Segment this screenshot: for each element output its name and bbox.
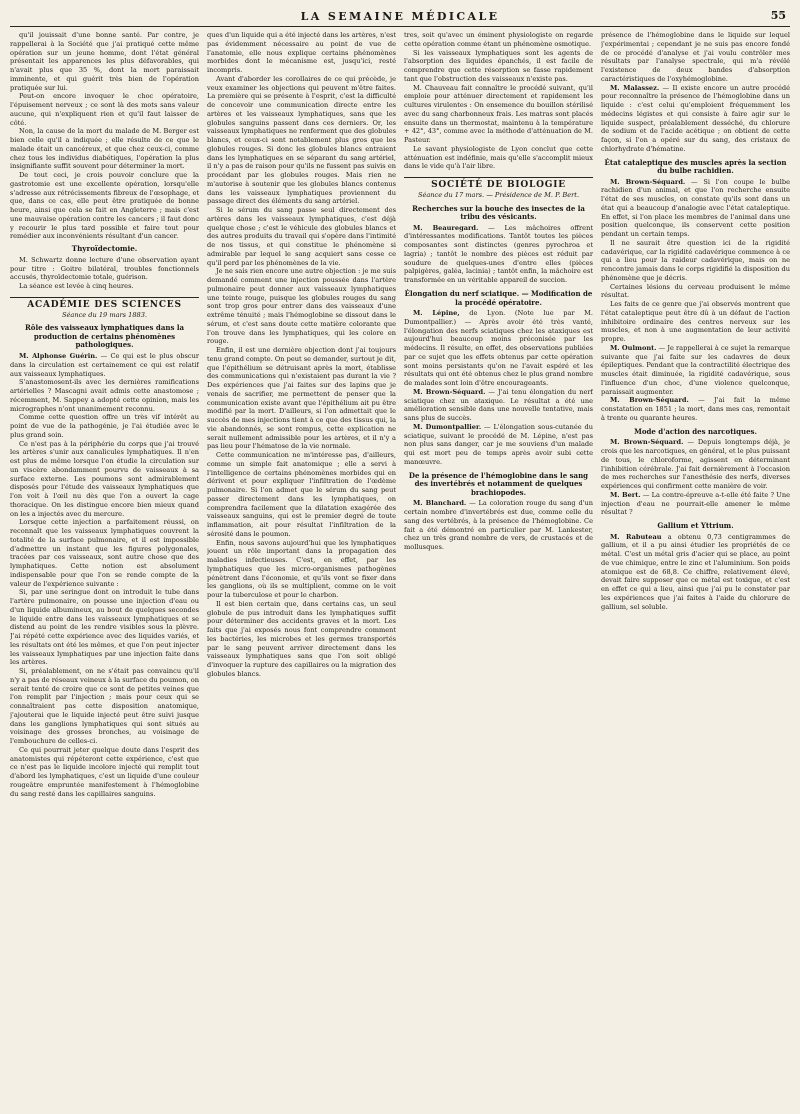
paragraph: Il ne saurait être question ici de la rigidité cadavérique, car la rigidité cadavérique commence à ce qui a lieu pour la raideur cadavérique, mais on ne rencontre jamais dans le corps rigidifié la disposition du phénomène que je décris. <box>601 238 790 282</box>
article-title: Gallium et Yttrium. <box>657 521 734 531</box>
paragraph <box>601 438 790 491</box>
paragraph: Si, préalablement, on ne s'était pas convaincu qu'il n'y a pas de réseaux veineux à la surface du poumon, on serait tenté de croire que ce sont de petites veines que l'on remplit par l'injection ; mais pour ceux qui se connaîtraient pas cette disposition anatomique, j'ajouterai que le liquide injecté peut être suivi jusque dans les ganglions lymphatiques qui sont situés au voisinage des grosses bronches, au voisinage de l'embouchure de celles-ci. <box>10 667 199 746</box>
subsection-heading: Thyroïdectomie. <box>71 244 138 253</box>
paragraph: Avant d'aborder les corollaires de ce qui précède, je veux examiner les objections qui peuvent m'être faites. La première qui se présente à l'esprit, c'est la difficulté de concevoir une communication directe entre les artères et les vaisseaux lymphatiques, sans que les globules sanguins passent dans ces derniers. Or, les vaisseaux lymphatiques ne renferment que des globules blancs, et ceux-ci sont notablement plus gros que les globules rouges. Si donc les globules blancs entraient dans les lymphatiques en se séparant du sang artériel, il n'y a pas de raison pour qu'ils ne fussent pas suivis en procédant par les globules rouges. Mais rien ne m'autorise à soutenir que les globules blancs contenus dans les vaisseaux lymphatiques proviennent du passage direct des éléments du sang artériel. <box>207 74 396 206</box>
paragraph-text: — Les mâchoires offrent d'intéressantes modifications. Tantôt toutes les pièces composantes sont distinctes (genres pyrochroa et lagria) ; tantôt le nombre des pièces est réduit par soudure de quelques-unes d'entre elles (pièces palpigères, galéa, lacinia) ; tantôt enfin, la mâchoire est transformée en un véritable appareil de succion. <box>404 223 593 285</box>
author-name: M. Malassez. <box>610 83 660 92</box>
article-title: Rôle des vaisseaux lymphatiques dans la production de certains phénomènes pathologiques. <box>24 323 185 350</box>
paragraph-text: — Je rappellerai à ce sujet la remarque suivante que j'ai faite sur les cadavres de deux épileptiques. Pendant que la contractilité électrique des muscles était diminuée, la rigidité cadavérique, sous l'influence d'un choc, d'une violence quelconque, paraissait augmenter. <box>601 343 790 396</box>
article-title: Élongation du nerf sciatique. — Modification de la procédé opératoire. <box>404 288 593 307</box>
paragraph: Si les vaisseaux lymphatiques sont les agents de l'absorption des liquides épanchés, il est facile de comprendre que cette résorption se fasse rapidement tant que l'obstruction des vaisseaux n'existe pas. <box>404 48 593 83</box>
paragraph: Il est bien certain que, dans certains cas, un seul globule de pus introduit dans les lymphatiques suffit pour déterminer des accidents graves et la mort. Les faits que j'ai exposés nous font comprendre comment les bactéries, les microbes et les germes transportés par le sang peuvent arriver directement dans les vaisseaux lymphatiques sans que l'on soit obligé d'invoquer la rupture des capillaires ou la migration des globules blancs. <box>207 599 396 678</box>
paragraph: Enfin, nous savons aujourd'hui que les lymphatiques jouent un rôle important dans la propagation des maladies infectieuses. C'est, en effet, par les lymphatiques que les micro-organismes pathogènes pénètrent dans l'économie, et qu'ils vont se fixer dans les ganglions, où ils se multiplient, comme on le voit pour la tuberculose et pour le charbon. <box>207 538 396 599</box>
paragraph-text: — La contre-épreuve a-t-elle été faite ? Une injection d'eau ne pourrait-elle amener le même résultat ? <box>601 490 790 517</box>
column-1 <box>10 31 199 1111</box>
column-3 <box>404 31 593 1111</box>
paragraph: Comme cette question offre un très vif intérêt au point de vue de la pathogénie, je l'ai étudiée avec le plus grand soin. <box>10 413 199 439</box>
text-columns <box>10 31 790 1111</box>
article-title: De la présence de l'hémoglobine dans le sang des invertébrés et notamment de quelques brachiopodes. <box>408 470 589 497</box>
paragraph: Si, par une seringue dont on introduit le tube dans l'artère pulmonaire, on pousse une injection d'eau ou d'un liquide albumineux, au bout de quelques secondes le liquide entre dans les vaisseaux lymphatiques et se distend au point de les rendre visibles sous la plèvre. J'ai répété cette expérience avec des liquides variés, et les résultats ont été les mêmes, et que l'on peut injecter les vaisseaux lymphatiques par une injection faite dans les artères. <box>10 588 199 667</box>
paragraph-text: — Depuis longtemps déjà, je crois que les narcotiques, en général, et le plus puissant de tous, le chloroforme, agissent en déterminant l'inhibition cérébrale. J'ai fait dernièrement à l'occasion de mes recherches sur l'anesthésie des nerfs, diverses expériences qui confirment cette manière de voir. <box>601 438 790 491</box>
paragraph: ques d'un liquide qui a été injecté dans les artères, n'est pas évidemment nécessaire au point de vue de l'anatomie, elle nous explique certains phénomènes morbides dont le mécanisme est, jusqu'ici, resté incompris. <box>207 31 396 74</box>
running-header <box>10 6 790 27</box>
paragraph: Ce qui pourrait jeter quelque doute dans l'esprit des anatomistes qui répéteront cette expérience, c'est que ce n'est pas le liquide incolore injecté qui remplit tout d'abord les lymphatiques, c'est un liquide d'une couleur rougeâtre empruntée manifestement à l'hémoglobine du sang resté dans les capillaires sanguins. <box>10 745 199 798</box>
paragraph <box>601 491 790 517</box>
paragraph: présence de l'hémoglobine dans le liquide sur lequel j'expérimentai ; cependant je ne suis pas encore fondé de ce procédé d'analyse et j'ai voulu contrôler mes résultats par l'analyse spectrale, qui m'a révélé l'existence de deux bandes d'absorption caractéristiques de l'oxyhémoglobine. <box>601 31 790 83</box>
paragraph: De tout ceci, je crois pouvoir conclure que la gastrotomie est une excellente opération, lorsqu'elle s'adresse aux rétrécissements fibreux de l'œsophage, et que, dans ce cas, elle peut être pratiquée de bonne heure, ainsi que cela se fait en Angleterre ; mais c'est une mauvaise opération contre les cancers ; il faut donc y recourir le plus tard possible et faire tout pour remédier aux inconvénients résultant d'un cancer. <box>10 171 199 241</box>
session-date: Séance du 19 mars 1883. <box>61 310 148 319</box>
paragraph: qu'il jouissait d'une bonne santé. Par contre, je rappellerai à la Société que j'ai pratiqué cette même opération sur un jeune homme, dont l'état général présentait les apparences les plus défavorables, qui n'avait plus que 35 %, dont la mort paraissait imminente, et qui guérit très bien de l'opération pratiquée sur lui. <box>10 31 199 92</box>
paragraph: Non, la cause de la mort du malade de M. Berger est bien celle qu'il a indiquée ; elle résulte de ce que le malade était un cancéreux, et que chez ceux-ci, comme chez tous les individus diabétiques, l'opération la plus insignifiante suffit souvent pour déterminer la mort. <box>10 127 199 171</box>
paragraph <box>601 84 790 154</box>
article-title: Recherches sur la bouche des insectes de la tribu des vésicants. <box>412 203 585 222</box>
column-4 <box>601 31 790 1111</box>
paragraph <box>404 224 593 285</box>
paragraph <box>601 178 790 239</box>
paragraph: Les faits de ce genre que j'ai observés montrent que l'état cataleptique peut être dû à un défaut de l'action inhibitoire ordinaire des centres nerveux sur les muscles, et non à une augmentation de leur activité propre. <box>601 300 790 344</box>
paragraph <box>404 309 593 388</box>
paragraph: Certaines lésions du cerveau produisent le même résultat. <box>601 282 790 300</box>
paragraph <box>601 396 790 422</box>
section-title: SOCIÉTÉ DE BIOLOGIE <box>404 177 593 190</box>
paragraph-text: — La coloration rouge du sang d'un certain nombre d'invertébrés est due, comme celle du sang des vertébrés, à la présence de l'hémoglobine. Ce fait a été démontré en particulier par M. Lankester, chez un très grand nombre de vers, de crustacés et de mollusques. <box>404 499 593 552</box>
column-2 <box>207 31 396 1111</box>
paragraph: Le savant physiologiste de Lyon conclut que cette atténuation est indéfinie, mais qu'elle s'accomplit mieux dans le vide qu'à l'air libre. <box>404 144 593 171</box>
author-name: M. Brown-Séquard. <box>610 396 689 405</box>
paragraph-text: — J'ai fait la même constatation en 1851 ; la mort, dans mes cas, remontait à trente ou quarante heures. <box>601 396 790 422</box>
author-name: M. Blanchard. <box>413 499 467 508</box>
author-name: M. Lépine, <box>413 309 460 318</box>
journal-title: LA SEMAINE MÉDICALE <box>300 9 500 23</box>
paragraph: S'anastomosent-ils avec les dernières ramifications artérielles ? Mascagni avait admis cette anastomose ; récemment, M. Sappey a adopté cette opinion, mais les micrographes n'ont unanimement reconnu. <box>10 378 199 413</box>
page-number: 55 <box>770 9 786 22</box>
paragraph <box>601 344 790 397</box>
paragraph <box>601 533 790 612</box>
author-name: M. Brown-Séquard. <box>610 177 686 186</box>
paragraph-text: — L'élongation sous-cutanée du sciatique, suivant le procédé de M. Lépine, n'est pas non plus sans danger, car je me souviens d'un malade qui est mort peu de temps après avoir subi cette manœuvre. <box>404 422 593 466</box>
article-title: Mode d'action des narcotiques. <box>634 426 757 436</box>
author-name: M. Bert. <box>610 490 641 499</box>
paragraph: Lorsque cette injection a parfaitement réussi, on reconnaît que les vaisseaux lymphatiques couvrent la totalité de la surface pulmonaire, et il est impossible d'admettre un instant que les figures polygonales, tracées par ces vaisseaux, sont autre chose que des lymphatiques. Cette notion est absolument indispensable pour que l'on se rende compte de la valeur de l'expérience suivante : <box>10 518 199 588</box>
author-name: M. Oulmont. <box>610 343 657 352</box>
paragraph-text: — Il existe encore un autre procédé pour reconnaître la présence de l'hémoglobine dans un liquide : c'est celui qu'emploient fréquemment les médecins légistes et qui consiste à faire agir sur le liquide suspect, préalablement desséché, du chlorure de sodium et de l'acide acétique ; on obtient de cette façon, si l'on a opéré sur du sang, des cristaux de chlorhydrate d'hématine. <box>601 83 790 153</box>
author-name: M. Brown-Séquard. <box>413 387 486 396</box>
paragraph-text: a obtenu 0,73 centigrammes de gallium, et il a pu ainsi étudier les propriétés de ce métal. C'est un métal gris d'acier qui se place, au point de vue chimique, entre le zinc et l'aluminium. Son poids atomique est de 68,8. Ce chiffre, relativement élevé, devait faire supposer que ce métal est toxique, et c'est en effet ce qui a lieu, ainsi que j'ai pu le constater par les expériences que j'ai faites à l'aide du chlorure de gallium, sel soluble. <box>601 532 790 611</box>
paragraph: La séance est levée à cinq heures. <box>19 282 134 290</box>
paragraph: M. Chauveau fait connaître le procédé suivant, qu'il emploie pour atténuer directement et rapidement les cultures virulentes : On ensemence du bouillon stérilisé avec du sang charbonneux frais. Les matras sont placés ensuite dans un thermostat, maintenu à la température + 42°, 43°, comme avec la méthode d'atténuation de M. Pasteur. <box>404 83 593 144</box>
section-title: ACADÉMIE DES SCIENCES <box>10 297 199 310</box>
session-date: Séance du 17 mars. — Présidence de M. P. Bert. <box>417 190 580 199</box>
paragraph: Cette communication ne m'intéresse pas, d'ailleurs, comme un simple fait anatomique ; elle a servi à l'intelligence de certains phénomènes morbides qui en dérivent et pour expliquer l'infiltration de l'œdème pulmonaire. Si l'on admet que le sérum du sang peut passer directement dans les lymphatiques, on comprendra facilement que la dilatation exagérée des vaisseaux sanguins, qui est le premier degré de toute inflammation, ait pour résultat l'infiltration de la sérosité dans le poumon. <box>207 451 396 538</box>
paragraph <box>404 423 593 467</box>
author-name: M. Alphonse Guérin. <box>19 352 98 361</box>
author-name: M. Beauregard. <box>413 223 479 232</box>
article-title: État cataleptique des muscles après la section du bulbe rachidien. <box>604 157 787 176</box>
author-name: M. Brown-Séquard. <box>610 438 684 447</box>
paragraph: Je ne sais rien encore une autre objection : je me suis demandé comment une injection poussée dans l'artère pulmonaire peut donner aux vaisseaux lymphatiques une teinte rouge, puisque les globules rouges du sang sont trop gros pour entrer dans des vaisseaux d'une extrême ténuité ; mais l'hémoglobine se dissout dans le sérum, et c'est sans doute cette matière colorante que l'on trouve dans les lymphatiques, qui les colore en rouge. <box>207 267 396 346</box>
paragraph: Peut-on encore invoquer le choc opératoire, l'épuisement nerveux ; ce sont là des mots sans valeur aucune, qui n'expliquent rien et qu'il faut laisser de côté. <box>10 92 199 127</box>
paragraph-text: — Ce qui est le plus obscur dans la circulation est certainement ce qui est relatif aux vaisseaux lymphatiques. <box>10 352 199 378</box>
paragraph: Enfin, il est une dernière objection dont j'ai toujours tenu grand compte. On peut se demander, surtout je dit, que l'épithélium se détruisant après la mort, établisse des communications qui n'existaient pas durant la vie ? Des expériences que j'ai faites sur des lapins que je venais de sacrifier, me permettent de penser que la communication existe avant que l'épithélium ait pu être modifié par la mort. D'ailleurs, si l'on admettait que le succès de mes injections tient à ce que des tissus qui, la vie abandonnés, se sont rompus, cette explication ne serait nullement admissible pour les artères, et il n'y a pas lieu pour l'hématose de la vie normale. <box>207 346 396 451</box>
paragraph-text: de Lyon. (Note lue par M. Dumontpallier.) — Après avoir été très vanté, l'élongation des nerfs sciatiques chez les ataxiques est aujourd'hui beaucoup moins préconisée par les médecins. Il résulte, en effet, des observations publiées par ce sujet que les effets obtenus par cette opération sont moins persistants qu'on ne l'avait espéré et les résultats qui ont été obtenus chez le plus grand nombre de malades sont loin d'être encourageants. <box>404 309 593 388</box>
author-name: M. Dumontpallier. <box>413 422 482 431</box>
paragraph: tres, soit qu'avec un éminent physiologiste on regarde cette opération comme étant un phénomène osmotique. <box>404 31 593 48</box>
paragraph <box>404 388 593 423</box>
paragraph <box>10 352 199 378</box>
paragraph: Si le sérum du sang passe seul directement des artères dans les vaisseaux lymphatiques, c'est déjà quelque chose ; c'est le véhicule des globules blancs et des autres produits du travail qui s'opère dans l'intimité de nos tissus, et qui constitue le phénomène si admirable par lequel le sang acquiert sans cesse ce qu'il perd par les phénomènes de la vie. <box>207 206 396 267</box>
paragraph-text: — Si l'on coupe le bulbe rachidien d'un animal, et que l'on recherche ensuite l'état de ses muscles, on constate qu'ils sont dans un état qui a beaucoup d'analogie avec l'état cataleptique. En effet, si l'on place les membres de l'animal dans une position quelconque, ils conservent cette position pendant un certain temps. <box>601 177 790 239</box>
paragraph-text: — J'ai tenu élongation du nerf sciatique chez un ataxique. Le résultat a été une amélioration sensible dans une nouvelle tentative, mais sans plus de succès. <box>404 387 593 423</box>
paragraph <box>404 499 593 552</box>
author-name: M. Rabuteau <box>610 532 662 541</box>
paragraph: Ce n'est pas à la périphérie du corps que j'ai trouvé les artères s'unir aux canalicules lymphatiques. Il n'en est plus de même lorsque l'on étudie la circulation sur un viscère abondamment pourvu de vaisseaux à sa surface externe. Les poumons sont admirablement disposés pour l'étude des vaisseaux lymphatiques que l'on voit à l'œil nu dès que l'on a ouvert la cage thoracique. On les distingue encore bien mieux quand on les a injectés avec du mercure. <box>10 439 199 518</box>
paragraph: M. Schwartz donne lecture d'une observation ayant pour titre : Goitre bilatéral, troubles fonctionnels accusés, thyroïdectomie totale, guérison. <box>10 255 199 282</box>
